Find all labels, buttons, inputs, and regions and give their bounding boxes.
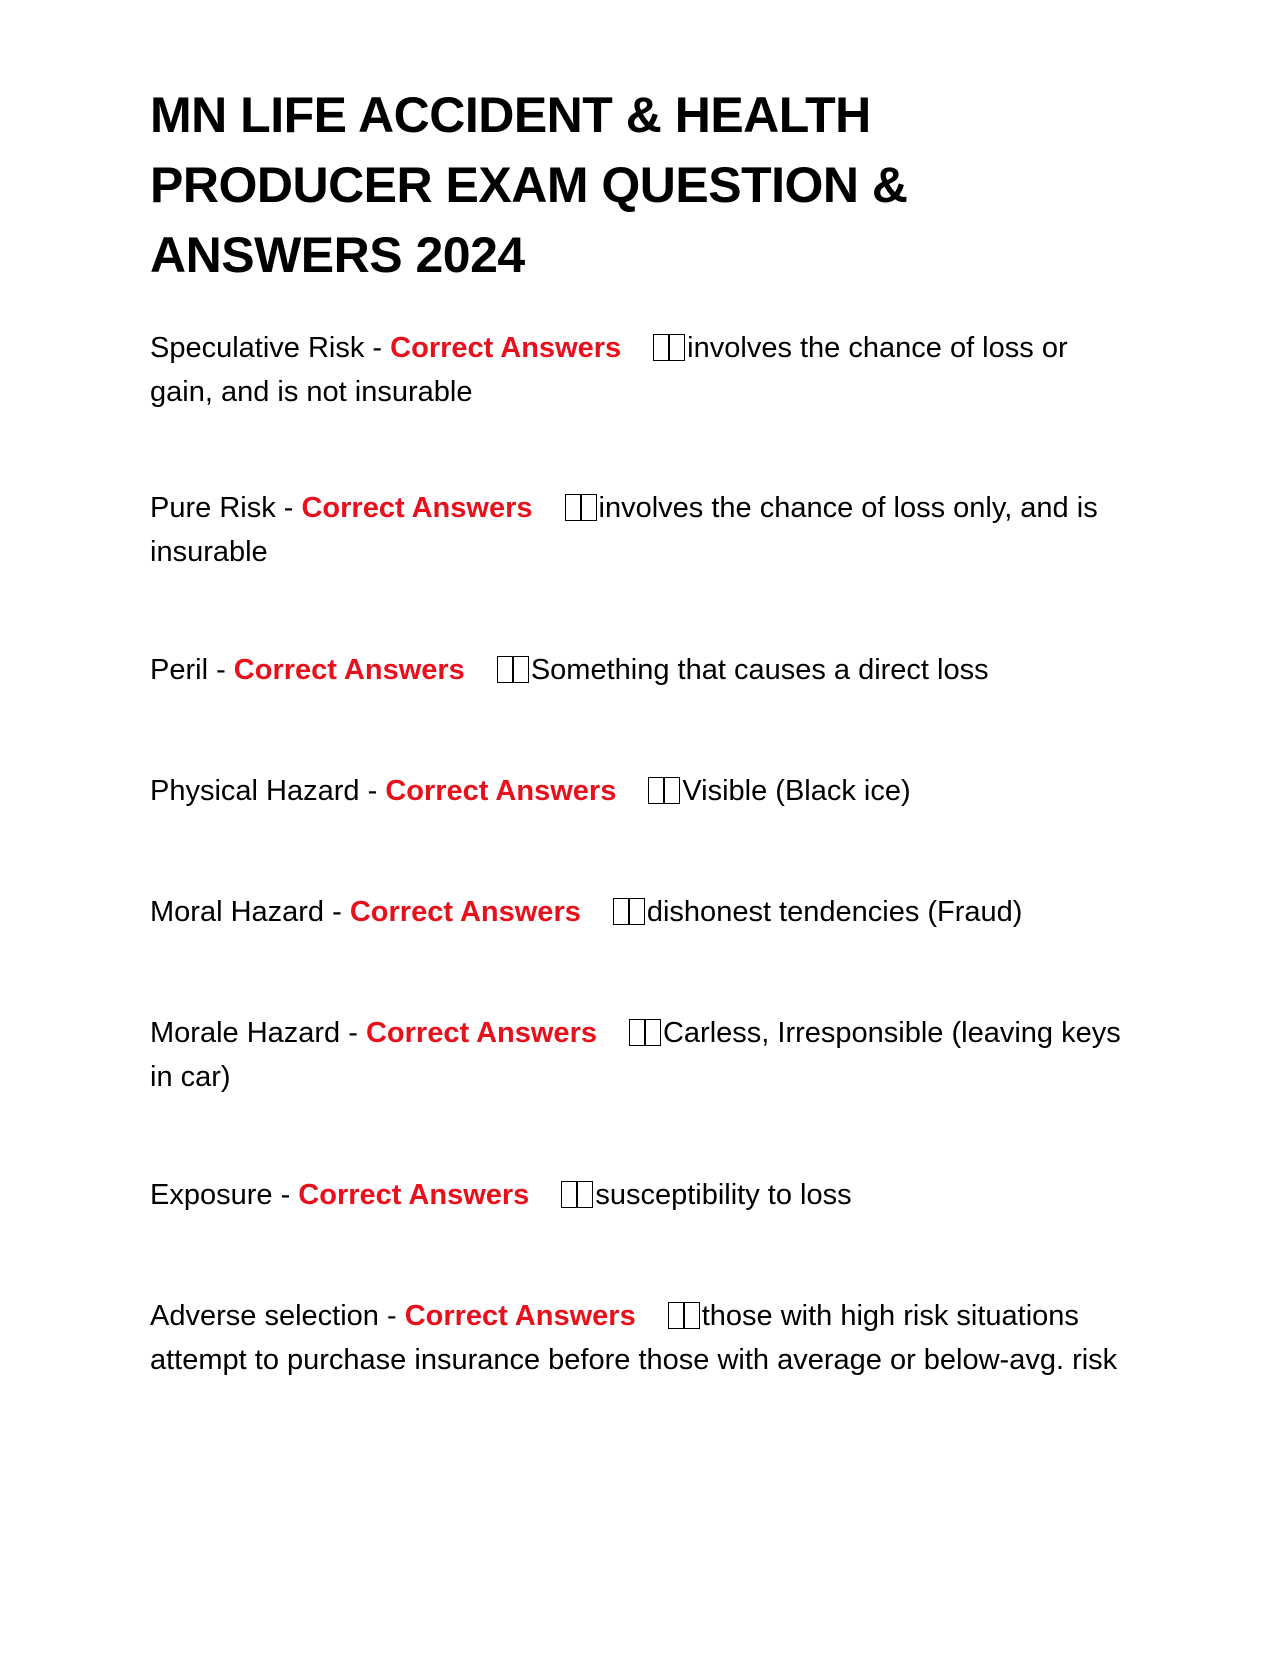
qa-answer: Something that causes a direct loss bbox=[530, 654, 989, 686]
qa-term: Physical Hazard bbox=[150, 775, 360, 807]
correct-answers-label: Correct Answers bbox=[385, 775, 617, 807]
qa-term: Peril bbox=[150, 654, 209, 686]
qa-entry: Pure Risk - Correct Answers involves the chance of loss only, and is insurable bbox=[150, 486, 1130, 574]
qa-entry: Exposure - Correct Answers susceptibility to loss bbox=[150, 1173, 1130, 1217]
qa-term: Adverse selection bbox=[150, 1300, 379, 1332]
qa-answer: susceptibility to loss bbox=[595, 1179, 852, 1211]
missing-glyph-icon bbox=[497, 648, 529, 692]
qa-entry: Peril - Correct Answers Something that causes a direct loss bbox=[150, 648, 1130, 692]
qa-answer: Visible (Black ice) bbox=[682, 775, 911, 807]
document-title: MN LIFE ACCIDENT & HEALTH PRODUCER EXAM QUESTION & ANSWERS 2024 bbox=[150, 87, 908, 283]
qa-entry: Adverse selection - Correct Answers those with high risk situations attempt to purchase insurance before those with average or below-avg. risk bbox=[150, 1294, 1130, 1382]
missing-glyph-icon bbox=[629, 1011, 661, 1055]
correct-answers-label: Correct Answers bbox=[365, 1017, 597, 1049]
qa-entry: Physical Hazard - Correct Answers Visible (Black ice) bbox=[150, 769, 1130, 813]
correct-answers-label: Correct Answers bbox=[390, 332, 622, 364]
missing-glyph-icon bbox=[561, 1173, 593, 1217]
qa-term: Speculative Risk bbox=[150, 332, 365, 364]
qa-term: Moral Hazard bbox=[150, 896, 325, 928]
qa-answer: involves the chance of loss or gain, and is not insurable bbox=[150, 332, 1068, 408]
qa-term: Morale Hazard bbox=[150, 1017, 341, 1049]
qa-entry: Moral Hazard - Correct Answers dishonest tendencies (Fraud) bbox=[150, 890, 1130, 934]
qa-term: Pure Risk bbox=[150, 492, 276, 524]
missing-glyph-icon bbox=[648, 769, 680, 813]
correct-answers-label: Correct Answers bbox=[233, 654, 465, 686]
missing-glyph-icon bbox=[653, 326, 685, 370]
missing-glyph-icon bbox=[668, 1294, 700, 1338]
correct-answers-label: Correct Answers bbox=[298, 1179, 530, 1211]
qa-answer: those with high risk situations attempt to purchase insurance before those with average or below-avg. risk bbox=[150, 1300, 1118, 1376]
correct-answers-label: Correct Answers bbox=[349, 896, 581, 928]
missing-glyph-icon bbox=[613, 890, 645, 934]
missing-glyph-icon bbox=[565, 486, 597, 530]
correct-answers-label: Correct Answers bbox=[301, 492, 533, 524]
qa-term: Exposure bbox=[150, 1179, 273, 1211]
qa-answer: dishonest tendencies (Fraud) bbox=[646, 896, 1023, 928]
qa-answer: involves the chance of loss only, and is insurable bbox=[150, 492, 1098, 568]
qa-answer: Carless, Irresponsible (leaving keys in car) bbox=[150, 1017, 1121, 1093]
correct-answers-label: Correct Answers bbox=[404, 1300, 636, 1332]
qa-entry: Morale Hazard - Correct Answers Carless, Irresponsible (leaving keys in car) bbox=[150, 1011, 1130, 1099]
qa-entry: Speculative Risk - Correct Answers involves the chance of loss or gain, and is not insurable bbox=[150, 326, 1130, 414]
document-page bbox=[150, 80, 1130, 1382]
